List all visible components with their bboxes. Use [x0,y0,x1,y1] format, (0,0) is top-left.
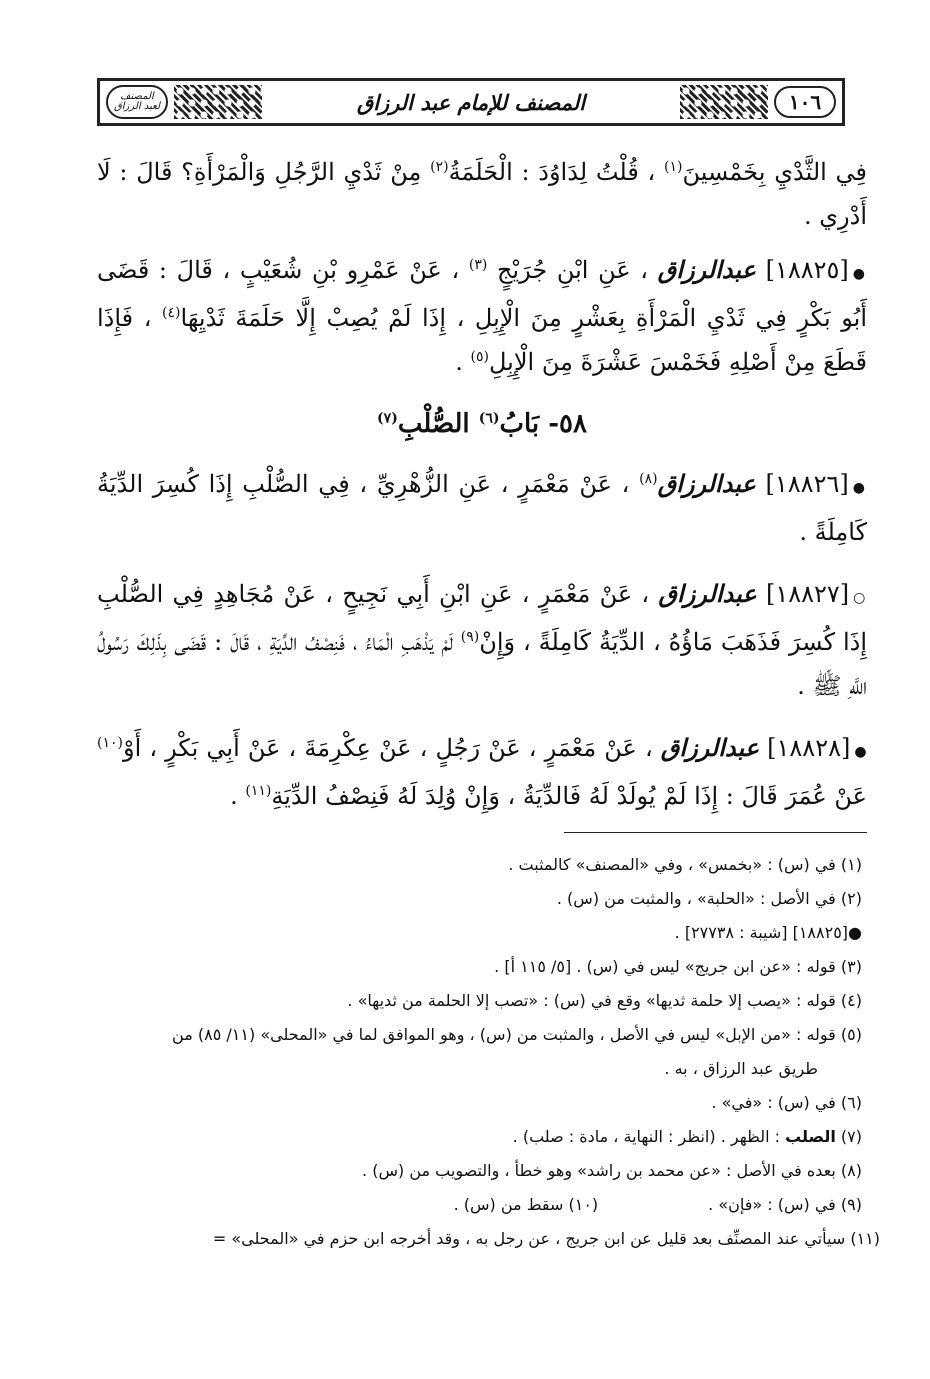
narrator-name: عبدالرزاق [660,733,760,762]
page-number: ١٠٦ [774,86,836,118]
page-header [97,78,845,126]
footnote-ref-1: (١) [664,159,683,175]
ornament-band-right [680,85,768,119]
footnote-ref-7: (٧) [377,410,398,427]
hadith-number: [١٨٨٢٥] [765,256,849,284]
footnote-5-continued: طريق عبد الرزاق ، به . [664,1059,818,1078]
footnote-ref-5: (٥) [470,349,489,365]
chapter-heading [97,402,867,446]
hadith-number: [١٨٨٢٦] [765,470,849,498]
footnote-1: (١) في (س) : «بخمس» ، وفي «المصنف» كالمثبت . [508,855,862,874]
source-ref-18825: ●[١٨٨٢٥] [شيبة : ٢٧٧٣٨] . [674,923,862,942]
narrator-name: عبدالرزاق [657,469,756,498]
chapter-label: بَابُ [499,409,540,439]
bullet-icon: ● [852,266,867,282]
footnote-4: (٤) قوله : «يصب إلا حلمة ثديها» وقع في (س) : «تصب إلا الحلمة من ثديها» . [347,991,862,1010]
hadith-18828: ●[١٨٨٢٨] عبدالرزاق ، عَنْ مَعْمَرٍ ، عَنْ رَجُلٍ ، عَنْ عِكْرِمَةَ ، عَنْ أَبِي بَكْرٍ ، أَوْ$^{(١٠)}$ عَنْ عُمَرَ قَالَ : إِذَا لَمْ يُولَدْ لَهُ فَالدِّيَةُ ، وَإِنْ وُلِدَ لَهُ فَنِصْفُ الدِّيَةِ$^{(١١)}$ . [97,733,868,810]
footnote-ref-11: (١١) [245,783,272,799]
hadith-18825: ●[١٨٨٢٥] عبدالرزاق ، عَنِ ابْنِ جُرَيْجٍ $^{(٣)}$ ، عَنْ عَمْرِو بْنِ شُعَيْبٍ ، قَالَ : قَضَى أَبُو بَكْرٍ فِي ثَدْيِ الْمَرْأَةِ بِعَشْرٍ مِنَ الْإِبِلِ ، إِذَا لَمْ يُصِبْ إِلَّا حَلَمَةَ ثَدْيِهَا$^{(٤)}$ ، فَإِذَا قَطَعَ مِنْ أَصْلِهِ فَخَمْسَ عَشْرَةَ مِنَ الْإِبِلِ$^{(٥)}$ . [97,255,867,376]
narrator-name: عبدالرزاق [658,579,757,608]
footnote-3: (٣) قوله : «عن ابن جريج» ليس في (س) . [٥/ ١١٥ أ] . [494,957,862,976]
main-text [97,150,867,836]
footnote-ref-3: (٣) [468,257,488,273]
footnote-divider [564,832,867,833]
continuation-paragraph: فِي الثَّدْيِ بِخَمْسِينَ$^{(١)}$ ، قُلْتُ لِدَاوُدَ : الْحَلَمَةُ$^{(٢)}$ مِنْ ثَدْيِ الرَّجُلِ وَالْمَرْأَةِ؟ قَالَ : لَا أَدْرِي . [97,158,867,230]
hadith-18826: ●[١٨٨٢٦] عبدالرزاق$^{(٨)}$ ، عَنْ مَعْمَرٍ ، عَنِ الزُّهْرِيِّ ، فِي الصُّلْبِ إِذَا كُسِرَ الدِّيَةُ كَامِلَةً . [97,469,867,546]
running-title: المصنف للإمام عبد الرزاق [356,89,586,115]
footnote-ref-9: (٩) [460,629,480,645]
chapter-title: الصُّلْبِ [397,409,470,439]
footnote-6: (٦) في (س) : «في» . [711,1093,862,1112]
footnote-ref-2: (٢) [430,159,449,175]
hadith-number: [١٨٨٢٨] [767,734,851,762]
footnote-11: (١١) سيأتي عند المصنِّف بعد قليل عن ابن جريج ، عن رجل به ، وقد أخرجه ابن حزم في «المحلى» = [212,1229,880,1248]
footnote-7: (٧) الصلب : الظهر . (انظر : النهاية ، مادة : صلب) . [512,1127,862,1146]
logo-line-1: المصنف [120,91,154,102]
hollow-bullet-icon: ○ [853,590,867,606]
footnote-5: (٥) قوله : «من الإبل» ليس في الأصل ، والمثبت من (س) ، وهو الموافق لما في «المحلى» (١١/ ٨٥) من [172,1025,862,1044]
ornament-band-left [174,85,262,119]
chapter-number: ٥٨- [548,409,587,439]
hadith-18827: ○[١٨٨٢٧] عبدالرزاق ، عَنْ مَعْمَرٍ ، عَنِ ابْنِ أَبِي نَجِيحٍ ، عَنْ مُجَاهِدٍ فِي الصُّلْبِ إِذَا كُسِرَ فَذَهَبَ مَاؤُهُ ، الدِّيَةُ كَامِلَةً ، وَإِنْ$^{(٩)}$ لَمْ يَذْهَبِ الْمَاءُ ، فَنِصْفُ الدِّيَةِ ، قَالَ : قَضَى بِذَلِكَ رَسُولُ اللَّهِ ﷺ . [97,579,867,700]
book-logo-seal [106,85,168,119]
footnote-ref-10: (١٠) [97,735,123,751]
footnote-2: (٢) في الأصل : «الحلبة» ، والمثبت من (س) . [556,889,862,908]
footnotes [80,848,880,1256]
narrator-name: عبدالرزاق [657,255,756,284]
bullet-icon: ● [852,480,867,496]
footnote-7-term: الصلب [785,1127,836,1146]
footnote-ref-6: (٦) [478,410,500,427]
footnote-8: (٨) بعده في الأصل : «عن محمد بن راشد» وهو خطأ ، والتصويب من (س) . [362,1161,862,1180]
bullet-icon: ● [854,744,868,760]
footnote-row-9-10 [80,1188,862,1222]
footnote-ref-8: (٨) [639,471,658,487]
logo-line-2: لعبد الرزاق [113,101,161,112]
hadith-number: [١٨٨٢٧] [765,580,850,608]
footnote-10: (١٠) سقط من (س) . [453,1195,599,1214]
footnote-9: (٩) في (س) : «فإن» . [708,1195,862,1214]
footnote-ref-4: (٤) [162,305,181,321]
